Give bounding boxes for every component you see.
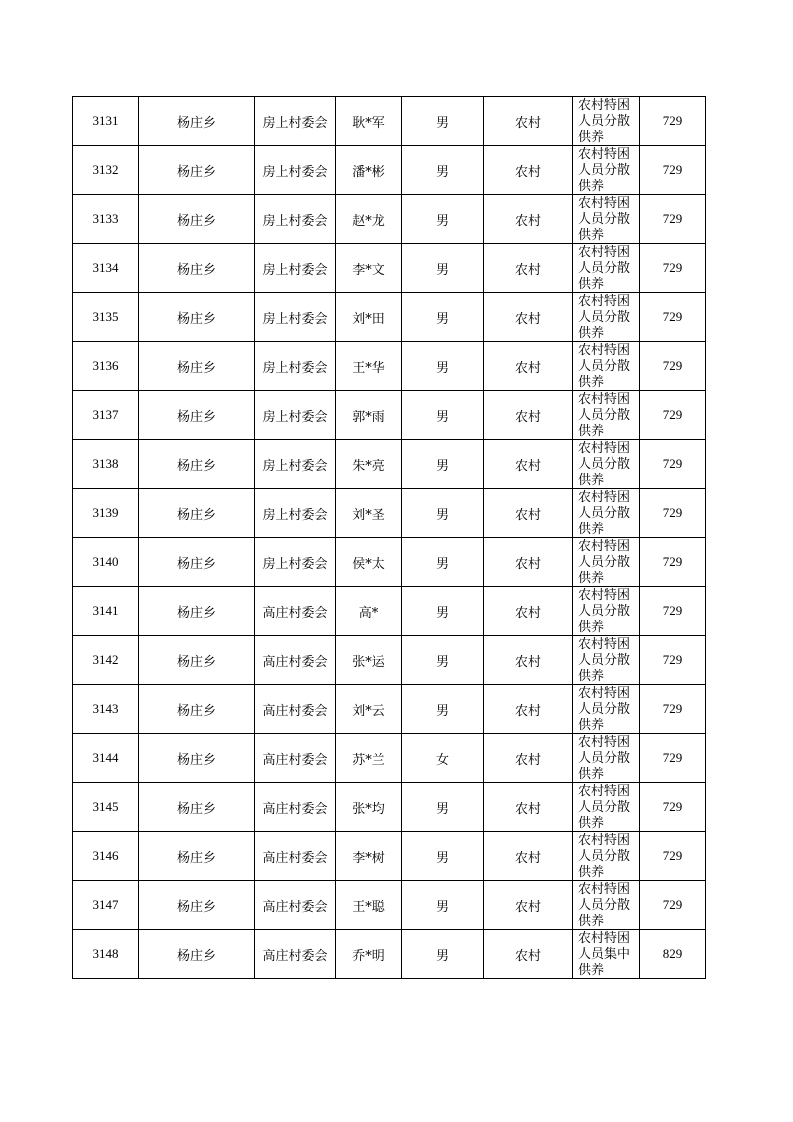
cell-village: 房上村委会 bbox=[255, 293, 336, 342]
cell-gender: 男 bbox=[402, 832, 484, 881]
cell-name: 苏*兰 bbox=[336, 734, 402, 783]
cell-support-type bbox=[573, 783, 640, 832]
cell-support-type bbox=[573, 636, 640, 685]
cell-area: 农村 bbox=[484, 391, 573, 440]
data-table-sheet bbox=[72, 96, 705, 979]
cell-amount: 729 bbox=[640, 293, 706, 342]
table-row bbox=[73, 440, 706, 489]
cell-name: 郭*雨 bbox=[336, 391, 402, 440]
cell-name: 刘*圣 bbox=[336, 489, 402, 538]
cell-name: 乔*明 bbox=[336, 930, 402, 979]
support-type-text: 农村特困人员分散供养 bbox=[578, 686, 631, 733]
table-row bbox=[73, 636, 706, 685]
support-type-text: 农村特困人员分散供养 bbox=[578, 98, 631, 145]
cell-amount: 729 bbox=[640, 244, 706, 293]
cell-amount: 729 bbox=[640, 685, 706, 734]
cell-id: 3142 bbox=[73, 636, 139, 685]
cell-village: 房上村委会 bbox=[255, 489, 336, 538]
cell-support-type bbox=[573, 587, 640, 636]
cell-village: 房上村委会 bbox=[255, 538, 336, 587]
cell-gender: 男 bbox=[402, 587, 484, 636]
cell-township: 杨庄乡 bbox=[139, 97, 255, 146]
cell-area: 农村 bbox=[484, 783, 573, 832]
cell-amount: 829 bbox=[640, 930, 706, 979]
cell-area: 农村 bbox=[484, 342, 573, 391]
support-type-text: 农村特困人员集中供养 bbox=[578, 931, 631, 978]
cell-gender: 男 bbox=[402, 342, 484, 391]
cell-support-type bbox=[573, 538, 640, 587]
cell-amount: 729 bbox=[640, 195, 706, 244]
cell-village: 高庄村委会 bbox=[255, 587, 336, 636]
cell-amount: 729 bbox=[640, 587, 706, 636]
table-row bbox=[73, 391, 706, 440]
cell-support-type bbox=[573, 97, 640, 146]
cell-support-type bbox=[573, 930, 640, 979]
cell-area: 农村 bbox=[484, 146, 573, 195]
cell-township: 杨庄乡 bbox=[139, 489, 255, 538]
cell-amount: 729 bbox=[640, 342, 706, 391]
cell-village: 房上村委会 bbox=[255, 342, 336, 391]
support-type-text: 农村特困人员分散供养 bbox=[578, 637, 631, 684]
cell-area: 农村 bbox=[484, 440, 573, 489]
table-row bbox=[73, 195, 706, 244]
cell-village: 高庄村委会 bbox=[255, 930, 336, 979]
cell-area: 农村 bbox=[484, 587, 573, 636]
table-row bbox=[73, 489, 706, 538]
cell-gender: 男 bbox=[402, 146, 484, 195]
cell-name: 张*均 bbox=[336, 783, 402, 832]
cell-name: 刘*田 bbox=[336, 293, 402, 342]
cell-name: 王*聪 bbox=[336, 881, 402, 930]
cell-id: 3147 bbox=[73, 881, 139, 930]
cell-support-type bbox=[573, 440, 640, 489]
cell-township: 杨庄乡 bbox=[139, 195, 255, 244]
cell-amount: 729 bbox=[640, 783, 706, 832]
support-type-text: 农村特困人员分散供养 bbox=[578, 784, 631, 831]
cell-id: 3138 bbox=[73, 440, 139, 489]
cell-township: 杨庄乡 bbox=[139, 538, 255, 587]
cell-support-type bbox=[573, 342, 640, 391]
table-row bbox=[73, 293, 706, 342]
cell-village: 房上村委会 bbox=[255, 146, 336, 195]
cell-amount: 729 bbox=[640, 832, 706, 881]
cell-township: 杨庄乡 bbox=[139, 783, 255, 832]
table-row bbox=[73, 97, 706, 146]
support-type-text: 农村特困人员分散供养 bbox=[578, 343, 631, 390]
table-row bbox=[73, 832, 706, 881]
cell-area: 农村 bbox=[484, 734, 573, 783]
cell-gender: 男 bbox=[402, 930, 484, 979]
cell-amount: 729 bbox=[640, 97, 706, 146]
cell-village: 高庄村委会 bbox=[255, 685, 336, 734]
support-type-text: 农村特困人员分散供养 bbox=[578, 735, 631, 782]
cell-township: 杨庄乡 bbox=[139, 146, 255, 195]
cell-gender: 男 bbox=[402, 244, 484, 293]
cell-amount: 729 bbox=[640, 489, 706, 538]
support-type-text: 农村特困人员分散供养 bbox=[578, 539, 631, 586]
cell-amount: 729 bbox=[640, 881, 706, 930]
cell-amount: 729 bbox=[640, 636, 706, 685]
cell-gender: 男 bbox=[402, 489, 484, 538]
cell-township: 杨庄乡 bbox=[139, 244, 255, 293]
cell-id: 3136 bbox=[73, 342, 139, 391]
cell-name: 潘*彬 bbox=[336, 146, 402, 195]
support-type-text: 农村特困人员分散供养 bbox=[578, 196, 631, 243]
cell-gender: 男 bbox=[402, 881, 484, 930]
cell-area: 农村 bbox=[484, 636, 573, 685]
cell-name: 赵*龙 bbox=[336, 195, 402, 244]
table-row bbox=[73, 930, 706, 979]
cell-area: 农村 bbox=[484, 97, 573, 146]
cell-township: 杨庄乡 bbox=[139, 685, 255, 734]
cell-id: 3139 bbox=[73, 489, 139, 538]
cell-area: 农村 bbox=[484, 685, 573, 734]
cell-area: 农村 bbox=[484, 489, 573, 538]
cell-support-type bbox=[573, 195, 640, 244]
support-type-text: 农村特困人员分散供养 bbox=[578, 245, 631, 292]
cell-amount: 729 bbox=[640, 391, 706, 440]
table-row bbox=[73, 146, 706, 195]
support-type-text: 农村特困人员分散供养 bbox=[578, 294, 631, 341]
cell-id: 3143 bbox=[73, 685, 139, 734]
cell-id: 3135 bbox=[73, 293, 139, 342]
cell-support-type bbox=[573, 832, 640, 881]
support-type-text: 农村特困人员分散供养 bbox=[578, 490, 631, 537]
cell-support-type bbox=[573, 146, 640, 195]
cell-township: 杨庄乡 bbox=[139, 587, 255, 636]
cell-name: 李*文 bbox=[336, 244, 402, 293]
support-type-text: 农村特困人员分散供养 bbox=[578, 441, 631, 488]
cell-village: 高庄村委会 bbox=[255, 881, 336, 930]
table-row bbox=[73, 244, 706, 293]
cell-support-type bbox=[573, 734, 640, 783]
cell-support-type bbox=[573, 293, 640, 342]
cell-id: 3132 bbox=[73, 146, 139, 195]
cell-township: 杨庄乡 bbox=[139, 832, 255, 881]
cell-id: 3134 bbox=[73, 244, 139, 293]
cell-village: 房上村委会 bbox=[255, 244, 336, 293]
cell-village: 房上村委会 bbox=[255, 440, 336, 489]
cell-village: 高庄村委会 bbox=[255, 783, 336, 832]
table-row bbox=[73, 881, 706, 930]
cell-gender: 男 bbox=[402, 440, 484, 489]
cell-area: 农村 bbox=[484, 195, 573, 244]
table-row bbox=[73, 685, 706, 734]
cell-name: 刘*云 bbox=[336, 685, 402, 734]
cell-area: 农村 bbox=[484, 293, 573, 342]
table-row bbox=[73, 734, 706, 783]
cell-amount: 729 bbox=[640, 146, 706, 195]
cell-name: 侯*太 bbox=[336, 538, 402, 587]
cell-village: 高庄村委会 bbox=[255, 636, 336, 685]
support-type-text: 农村特困人员分散供养 bbox=[578, 882, 631, 929]
cell-support-type bbox=[573, 685, 640, 734]
cell-id: 3144 bbox=[73, 734, 139, 783]
table-row bbox=[73, 342, 706, 391]
support-type-text: 农村特困人员分散供养 bbox=[578, 588, 631, 635]
cell-amount: 729 bbox=[640, 538, 706, 587]
cell-village: 房上村委会 bbox=[255, 195, 336, 244]
cell-village: 高庄村委会 bbox=[255, 734, 336, 783]
cell-amount: 729 bbox=[640, 734, 706, 783]
cell-id: 3145 bbox=[73, 783, 139, 832]
cell-area: 农村 bbox=[484, 930, 573, 979]
cell-id: 3133 bbox=[73, 195, 139, 244]
cell-id: 3137 bbox=[73, 391, 139, 440]
cell-gender: 男 bbox=[402, 97, 484, 146]
cell-gender: 男 bbox=[402, 636, 484, 685]
table-body bbox=[73, 97, 706, 979]
cell-area: 农村 bbox=[484, 538, 573, 587]
cell-area: 农村 bbox=[484, 832, 573, 881]
cell-name: 王*华 bbox=[336, 342, 402, 391]
cell-area: 农村 bbox=[484, 881, 573, 930]
cell-name: 张*运 bbox=[336, 636, 402, 685]
table-row bbox=[73, 783, 706, 832]
cell-township: 杨庄乡 bbox=[139, 293, 255, 342]
cell-name: 李*树 bbox=[336, 832, 402, 881]
cell-village: 房上村委会 bbox=[255, 391, 336, 440]
cell-township: 杨庄乡 bbox=[139, 342, 255, 391]
cell-gender: 男 bbox=[402, 195, 484, 244]
support-type-text: 农村特困人员分散供养 bbox=[578, 392, 631, 439]
cell-name: 朱*亮 bbox=[336, 440, 402, 489]
cell-support-type bbox=[573, 244, 640, 293]
cell-township: 杨庄乡 bbox=[139, 636, 255, 685]
cell-township: 杨庄乡 bbox=[139, 930, 255, 979]
cell-id: 3140 bbox=[73, 538, 139, 587]
cell-gender: 男 bbox=[402, 685, 484, 734]
cell-support-type bbox=[573, 881, 640, 930]
cell-support-type bbox=[573, 489, 640, 538]
cell-gender: 男 bbox=[402, 293, 484, 342]
cell-township: 杨庄乡 bbox=[139, 734, 255, 783]
cell-id: 3131 bbox=[73, 97, 139, 146]
cell-gender: 男 bbox=[402, 391, 484, 440]
cell-id: 3148 bbox=[73, 930, 139, 979]
cell-area: 农村 bbox=[484, 244, 573, 293]
support-type-text: 农村特困人员分散供养 bbox=[578, 833, 631, 880]
cell-village: 房上村委会 bbox=[255, 97, 336, 146]
table-row bbox=[73, 587, 706, 636]
cell-id: 3141 bbox=[73, 587, 139, 636]
cell-support-type bbox=[573, 391, 640, 440]
cell-township: 杨庄乡 bbox=[139, 391, 255, 440]
cell-id: 3146 bbox=[73, 832, 139, 881]
support-type-text: 农村特困人员分散供养 bbox=[578, 147, 631, 194]
cell-township: 杨庄乡 bbox=[139, 440, 255, 489]
table-row bbox=[73, 538, 706, 587]
cell-name: 耿*军 bbox=[336, 97, 402, 146]
cell-village: 高庄村委会 bbox=[255, 832, 336, 881]
cell-gender: 男 bbox=[402, 538, 484, 587]
cell-amount: 729 bbox=[640, 440, 706, 489]
cell-gender: 女 bbox=[402, 734, 484, 783]
cell-township: 杨庄乡 bbox=[139, 881, 255, 930]
cell-gender: 男 bbox=[402, 783, 484, 832]
data-table bbox=[72, 96, 706, 979]
cell-name: 高* bbox=[336, 587, 402, 636]
